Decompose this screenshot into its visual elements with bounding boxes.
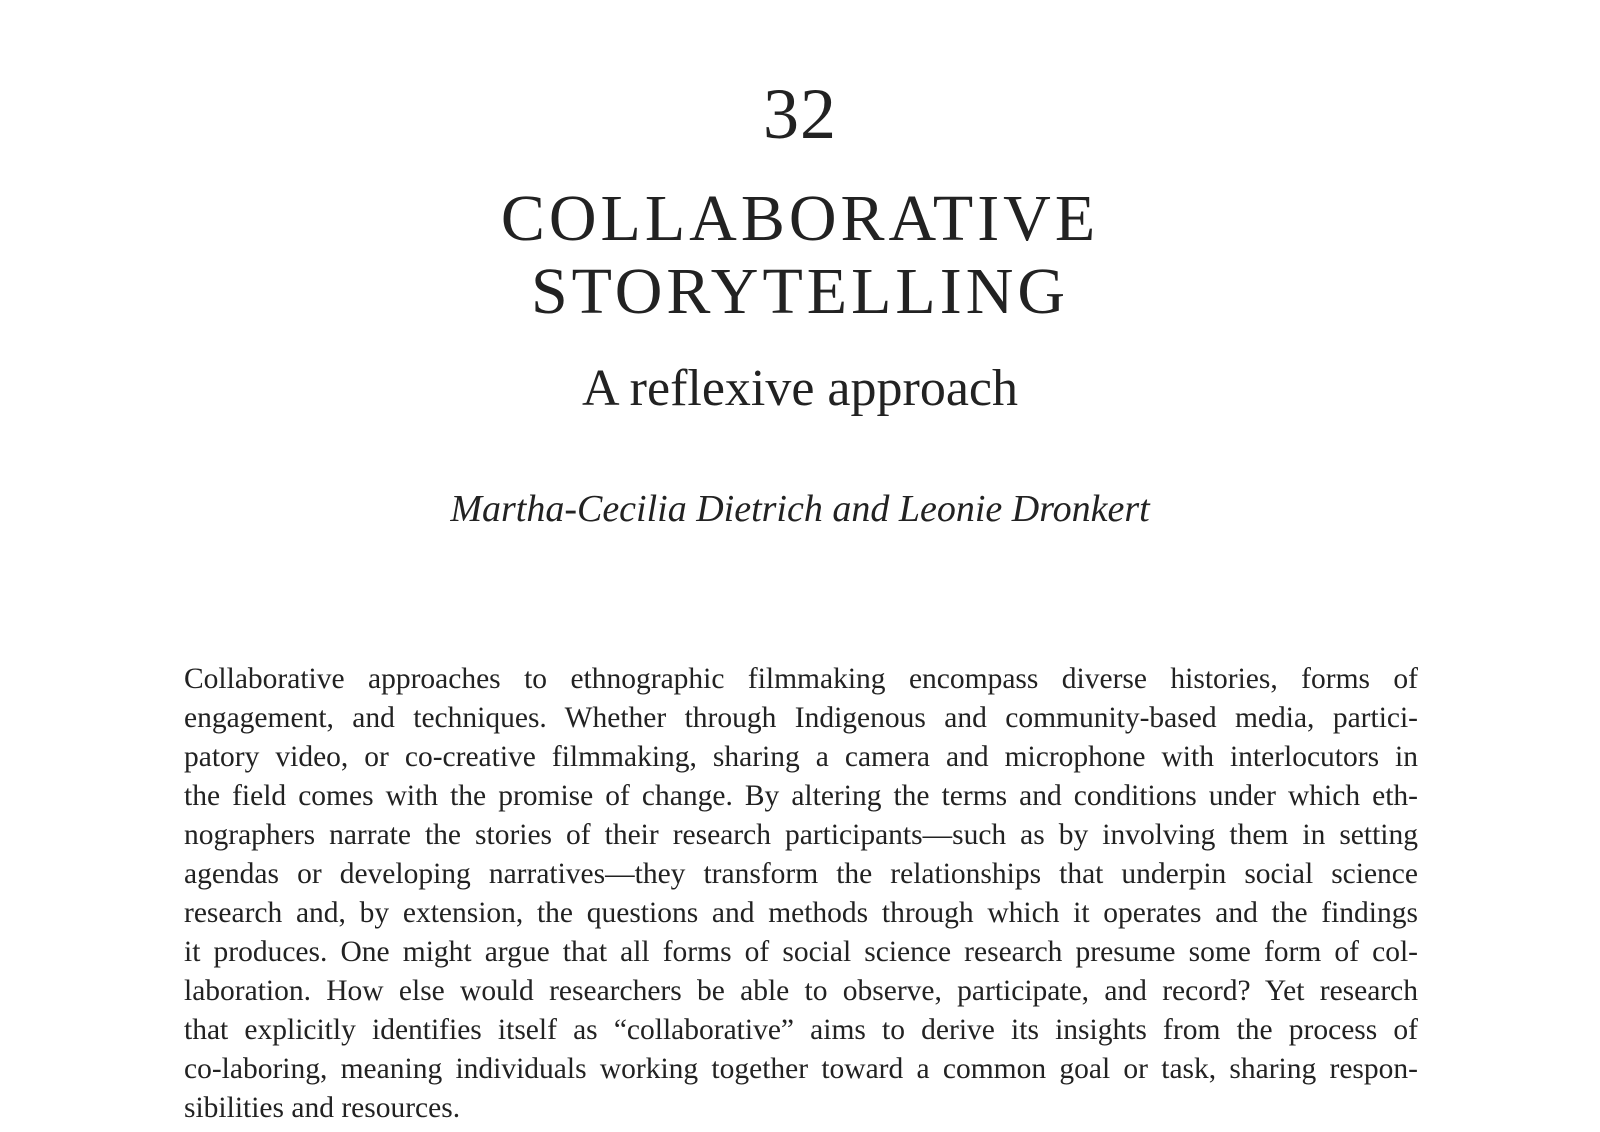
body-line: it produces. One might argue that all forms of social science research presume some form of col-: [184, 936, 1418, 968]
chapter-title-line: COLLABORATIVE: [500, 182, 1100, 255]
chapter-title-line: STORYTELLING: [530, 255, 1070, 328]
chapter-authors: Martha-Cecilia Dietrich and Leonie Dronkert: [450, 488, 1150, 530]
body-line: patory video, or co-creative filmmaking, sharing a camera and microphone with interlocutors in: [184, 741, 1418, 773]
body-line: co-laboring, meaning individuals working together toward a common goal or task, sharing respon-: [184, 1053, 1418, 1085]
body-line: laboration. How else would researchers be able to observe, participate, and record? Yet research: [184, 975, 1418, 1007]
body-line: nographers narrate the stories of their research participants—such as by involving them in setting: [184, 819, 1418, 851]
chapter-number: 32: [763, 74, 837, 154]
body-line: Collaborative approaches to ethnographic filmmaking encompass diverse histories, forms of: [184, 663, 1418, 695]
body-line: agendas or developing narratives—they transform the relationships that underpin social science: [184, 858, 1418, 890]
body-paragraph: [184, 660, 1418, 1128]
chapter-subtitle: A reflexive approach: [581, 360, 1018, 417]
body-line: the field comes with the promise of change. By altering the terms and conditions under which eth-: [184, 780, 1418, 812]
body-line: engagement, and techniques. Whether through Indigenous and community-based media, partici-: [184, 702, 1418, 734]
body-line: sibilities and resources.: [184, 1092, 461, 1124]
body-line: research and, by extension, the questions and methods through which it operates and the findings: [184, 897, 1418, 929]
chapter-title: [0, 182, 1600, 328]
body-line: that explicitly identifies itself as “collaborative” aims to derive its insights from the process of: [184, 1014, 1418, 1046]
